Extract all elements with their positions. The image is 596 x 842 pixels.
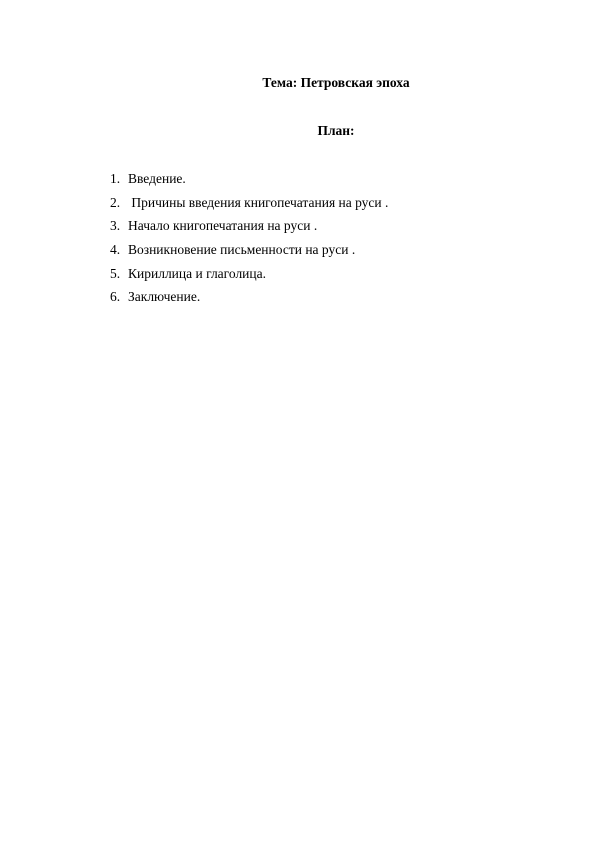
plan-list: [110, 170, 388, 312]
plan-item-text: Заключение.: [128, 289, 201, 305]
plan-item-number: 6.: [110, 289, 121, 305]
plan-item-text: Начало книгопечатания на руси .: [128, 218, 318, 234]
plan-item-number: 2.: [110, 194, 121, 210]
plan-item: [110, 288, 388, 312]
plan-heading: План:: [317, 123, 355, 138]
plan-item-number: 5.: [110, 265, 121, 281]
plan-item-number: 1.: [110, 171, 121, 186]
plan-item: [110, 217, 388, 241]
plan-item-text: Кириллица и глаголица.: [128, 265, 266, 281]
document-title: Тема: Петровская эпоха: [262, 75, 410, 90]
plan-item-text: Введение.: [128, 171, 186, 186]
plan-item: [110, 194, 388, 218]
plan-item: [110, 265, 388, 289]
plan-item: [110, 241, 388, 265]
plan-item-number: 3.: [110, 218, 121, 234]
plan-item: [110, 170, 388, 194]
plan-item-text: Причины введения книгопечатания на руси .: [128, 194, 389, 210]
plan-item-number: 4.: [110, 242, 121, 258]
plan-item-text: Возникновение письменности на руси .: [128, 242, 356, 258]
